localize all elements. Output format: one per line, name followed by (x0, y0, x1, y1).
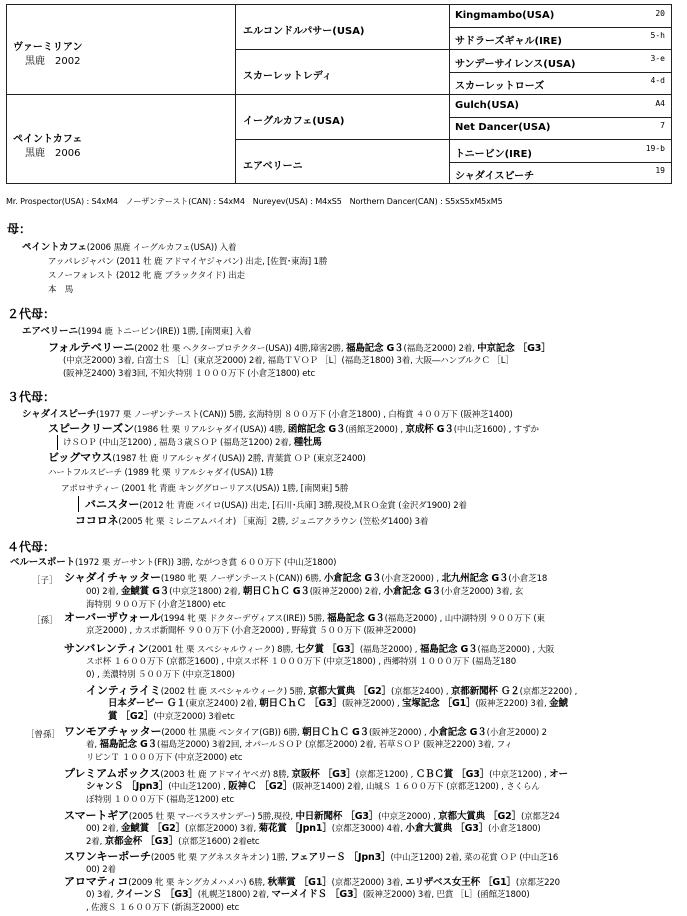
grandparent-cell (449, 95, 671, 117)
family-line: 海特別 ９００万下 (小倉芝1800) etc (86, 600, 226, 610)
family-line: オーバーザウォール(1994 牝 栗 ドクターデヴィアス(IRE)) 5勝, 福島記念 G３(福島芝2000) , 山中湖特別 ９００万下 (東 (64, 611, 545, 624)
family-line: ハートフルスピーチ (1989 牝 栗 リアルシャダイ(USA)) 1勝 (48, 468, 274, 478)
family-code: 19-b (645, 144, 665, 153)
family-line: アロマティコ(2009 牝 栗 キングカメハメハ) 6勝, 秋華賞 ［G1］(京都芝2000) 3着, エリザベス女王杯 ［G1］(京都芝220 (64, 875, 560, 888)
grandparent-name: トニービン(IRE) (455, 149, 532, 160)
family-line: サンバレンティン(2001 牡 栗 スペシャルウィーク) 8勝, 七夕賞 ［G3］(福島芝2000) , 福島記念 G３(福島芝2000) , 大阪 (64, 642, 555, 655)
family-code: 7 (660, 121, 665, 130)
family-line: 00) 2着 (86, 865, 116, 875)
family-line: ぼ特別 １０００万下 (福島芝1200) etc (86, 795, 235, 805)
horse-name: ヴァーミリアン (13, 42, 83, 53)
pedigree-table (6, 4, 672, 184)
family-line: 00) 2着, 金鯱賞 ［G2］(京都芝2000) 3着, 菊花賞 ［Jpn1］(京都芝3000) 4着, 小倉大賞典 ［G3］(小倉芝1800) (86, 823, 541, 834)
family-line: インティライミ(2002 牡 鹿 スペシャルウィーク) 5勝, 京都大賞典 ［G2］(京都芝2400) , 京都新聞杯 Ｇ２(京都芝2200) , (86, 684, 578, 697)
family-code: 4-d (650, 76, 665, 85)
grandparent-cell (449, 5, 671, 27)
section-heading-2nd-dam: ２代母： (7, 307, 56, 321)
family-line: スワンキーポーチ(2005 牝 栗 アグネスタキオン) 1勝, フェアリーＳ ［Jpn3］(中山芝1200) 2着, 菜の花賞 ＯＰ (中山芝16 (64, 850, 559, 863)
family-line: (阪神芝2400) 3着3回, 不知火特別 １０００万下 (小倉芝1800) etc (63, 369, 315, 379)
indent-bar (57, 435, 58, 450)
family-code: 20 (655, 9, 665, 18)
section-heading-4th-dam: ４代母： (7, 540, 56, 554)
family-code: A4 (655, 99, 665, 108)
family-line: 2着, 京都金杯 ［G3］(京都芝1600) 2着etc (86, 836, 260, 847)
parent-name: スカーレットレディ (243, 71, 332, 82)
family-line: シャダイスピーチ(1977 栗 ノーザンテースト(CAN)) 5勝, 玄海特別 ８００万下 (小倉芝1800) , 白梅賞 ４００万下 (阪神芝1400) (22, 409, 513, 420)
family-line: 京芝2000) , カスポ新聞杯 ９００万下 (小倉芝2000) , 野莓賞 ５００万下 (阪神芝2000) (86, 626, 416, 636)
family-line: プレミアムボックス(2003 牡 鹿 アドマイヤベガ) 8勝, 京阪杯 ［G3］(京都芝1200) , ＣＢＣ賞 ［G3］(中京芝1200) , オー (64, 767, 568, 780)
grandparent-cell (449, 162, 671, 184)
family-line: ペイントカフェ(2006 黒鹿 イーグルカフェ(USA)) 入着 (22, 242, 237, 253)
grandparent-cell (449, 27, 671, 49)
grandparent-name: シャダイスピーチ (455, 171, 535, 182)
family-line: フォルテベリーニ(2002 牡 栗 ヘクタープロテクター(USA)) 4勝,障害2勝, 福島記念 G３(福島芝2000) 2着, 中京記念 ［G3］ (48, 341, 551, 354)
grandparent-name: Net Dancer(USA) (455, 122, 551, 133)
family-line: アッパレジャパン (2011 牡 鹿 アドマイヤジャパン) 出走, [佐賀･東海] 1勝 (48, 257, 328, 267)
horse-color-year: 黒鹿 2002 (25, 56, 81, 67)
section-heading-3rd-dam: ３代母： (7, 390, 56, 404)
family-line: スノーフォレスト (2012 牝 鹿 ブラックタイド) 出走 (48, 271, 245, 281)
family-code: 5-h (650, 31, 665, 40)
family-line: シャンＳ ［Jpn3］(中山芝1200) , 阪神Ｃ ［G2］(阪神芝1400) 2着, 山城Ｓ １６００万下 (京都芝1200) , さくらん (86, 781, 540, 792)
grandparent-name: Kingmambo(USA) (455, 10, 555, 21)
indent-bar (78, 496, 79, 512)
family-line: 本 馬 (48, 285, 74, 295)
family-line: スピークリーズン(1986 牡 栗 リアルシャダイ(USA)) 4勝, 函館記念 G３(函館芝2000) , 京成杯 G３(中山芝1600) , すずか (48, 422, 539, 435)
family-line: 日本ダービー Ｇ１(東京芝2400) 2着, 朝日ＣｈＣ ［G3］(阪神芝2000) , 宝塚記念 ［G1］(阪神芝2200) 3着, 金鯱 (108, 698, 568, 709)
family-line: , 佐渡Ｓ １６００万下 (新潟芝2000) etc (86, 903, 240, 913)
family-code: 19 (655, 166, 665, 175)
pedigree-horse-cell (7, 95, 236, 183)
family-line: ワンモアチャッター(2000 牡 黒鹿 ペンタイア(GB)) 6勝, 朝日ＣｈＣ G３(阪神芝2000) , 小倉記念 G３(小倉芝2000) 2 (64, 725, 547, 738)
grandparent-cell (449, 50, 671, 72)
generation-label: ［孫］ (32, 616, 58, 626)
family-line: スマートギア(2005 牡 栗 マーベラスサンデー) 5勝,現役, 中日新聞杯 ［G3］(中京芝2000) , 京都大賞典 ［G2］(京都芝24 (64, 809, 560, 822)
grandparent-name: サドラーズギャル(IRE) (455, 36, 562, 47)
family-line: (中京芝2000) 3着, 白富士Ｓ ［L］(東京芝2000) 2着, 福島ＴＶＯＰ ［L］(福島芝1800) 3着, 大阪―ハンブルクＣ ［L］ (63, 356, 514, 366)
family-line: エアベリーニ(1994 鹿 トニービン(IRE)) 1勝, [南関東] 入着 (22, 326, 252, 337)
family-line: 00) 2着, 金鯱賞 G３(中京芝1800) 2着, 朝日ＣｈＣ G３(阪神芝2000) 2着, 小倉記念 G３(小倉芝2000) 3着, 玄 (86, 586, 524, 597)
family-line: 着, 福島記念 G３(福島芝2000) 3着2回, オパールＳＯＰ (京都芝2000) 2着, 若草ＳＯＰ (阪神芝2200) 3着, フィ (86, 739, 513, 750)
horse-name: ペイントカフェ (13, 134, 83, 145)
pedigree-horse-cell (7, 5, 236, 94)
family-line: スポ杯 １６００万下 (京都芝1600) , 中京スポ杯 １０００万下 (中京芝1800) , 西郷特別 １０００万下 (福島芝180 (86, 657, 516, 667)
parent-name: エアベリーニ (243, 161, 303, 172)
family-line: アポロサティー (2001 牝 青鹿 キンググローリアス(USA)) 1勝, [南関東] 5勝 (61, 484, 349, 494)
section-heading-dam: 母： (7, 222, 32, 236)
grandparent-cell (449, 117, 671, 139)
family-line: 0) 3着, クイーンＳ ［G3］(札幌芝1800) 2着, マーメイドＳ ［G3］(阪神芝2000) 3着, 巴賞 ［L］(函館芝1800) (86, 889, 530, 900)
grandparent-name: スカーレットローズ (455, 81, 545, 92)
grandparent-name: サンデーサイレンス(USA) (455, 59, 576, 70)
parent-name: エルコンドルパサー(USA) (243, 26, 365, 37)
family-line: ビッグマウス(1987 牡 鹿 リアルシャダイ(USA)) 2勝, 青葉賞 ＯＰ (東京芝2400) (48, 451, 366, 464)
family-line: 賞 ［G2］(中京芝2000) 3着etc (108, 711, 235, 722)
family-line: ココロネ(2005 牝 栗 ミレニアムバイオ) ［東海］2勝, ジュニアクラウン (笠松ダ1400) 3着 (75, 514, 429, 527)
family-code: 3-e (650, 54, 665, 63)
parent-name: イーグルカフェ(USA) (243, 116, 345, 127)
generation-label: ［曾孫］ (26, 730, 61, 740)
inbreeding-crosses: Mr. Prospector(USA) : S4xM4 ノーザンテースト(CAN) : S4xM4 Nureyev(USA) : M4xS5 Northern Dancer(CAN) : S5xS5xM5xM5 (6, 197, 503, 206)
horse-color-year: 黒鹿 2006 (25, 148, 81, 159)
family-line: リピンＴ １０００万下 (中京芝2000) etc (86, 753, 243, 763)
family-line: シャダイチャッター(1980 牝 栗 ノーザンテースト(CAN)) 6勝, 小倉記念 G３(小倉芝2000) , 北九州記念 G３(小倉芝18 (64, 571, 548, 584)
family-line: 0) , 美濃特別 ５００万下 (中京芝1800) (86, 670, 235, 680)
grandparent-name: Gulch(USA) (455, 100, 520, 111)
grandparent-cell (449, 140, 671, 162)
grandparent-cell (449, 72, 671, 94)
generation-label: ［子］ (32, 576, 58, 586)
family-line: バニスター(2012 牡 青鹿 バイロ(USA)) 出走, [石川･兵庫] 3勝,現役,ＭＲＯ金賞 (金沢ダ1900) 2着 (85, 498, 467, 511)
family-line: けＳＯＰ (中山芝1200) , 福島３歳ＳＯＰ (福島芝1200) 2着, 種牡馬 (63, 437, 322, 448)
family-line: ベルースポート(1972 栗 ガーサント(FR)) 3勝, ながつき賞 ６００万下 (中山芝1800) (10, 557, 337, 568)
